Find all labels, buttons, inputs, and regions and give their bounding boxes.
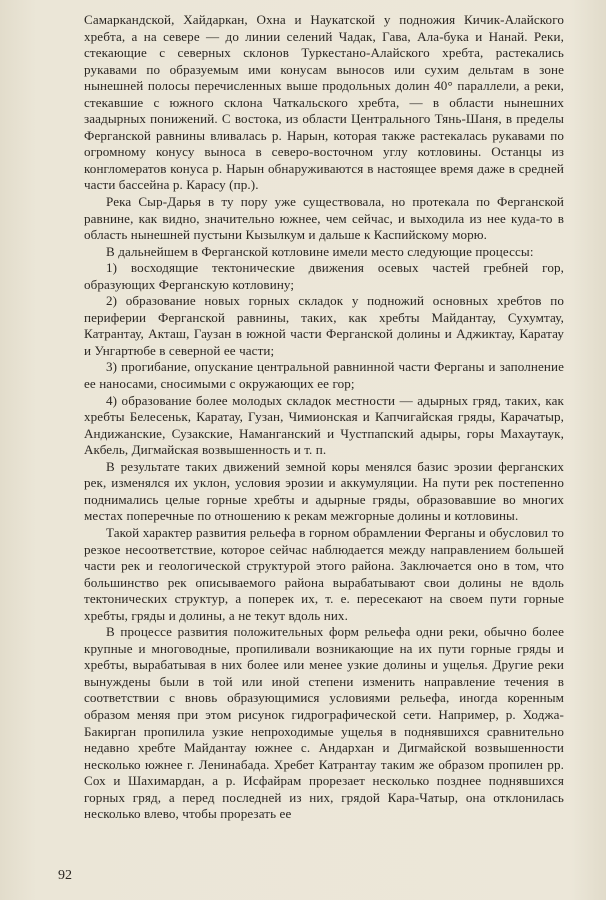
paragraph-1: Самаркандской, Хайдаркан, Охна и Наукатской у подножия Кичик-Алайского хребта, а на севере — до линии селений Чадак, Гава, Ала-букa и Нанай. Реки, стекающие с северных склонов Туркестано-Алайского хребта, растекались рукавами по образуемым ими конусам выносов или сухим дельтам в зоне нынешней полосы перечисленных выше продольных долин 40° параллели, а реки, стекавшие с южного склона Чаткальского хребта, — в области нынешних заадырных понижений. С востока, из области Центрального Тянь-Шаня, в пределы Ферганской равнины вливалась р. Нарын, которая также растекалась рукавами по огромному конусу выноса в северо-восточном углу котловины. Останцы из конгломератов конуса р. Нарын обнаруживаются в настоящее время даже в средней части бассейна р. Карасу (пр.). (84, 12, 564, 193)
paragraph-2: Река Сыр-Дарья в ту пору уже существовала, но протекала по Ферганской равнине, как видно, значительно южнее, чем сейчас, и выходила из нее куда-то в область нынешней пустыни Кызылкум и дальше к Каспийскому морю. (84, 194, 564, 243)
paragraph-4: 1) восходящие тектонические движения осевых частей гребней гор, образующих Ферганскую котловину; (84, 260, 564, 292)
page-number: 92 (58, 868, 72, 883)
paragraph-10: В процессе развития положительных форм рельефа одни реки, обычно более крупные и многоводные, пропиливали возникающие на их пути горные гряды и хребты, вырабатывая в них более или менее узкие долины и ущелья. Другие реки вынуждены были в той или иной степени изменить направление течения в соответствии с вновь образующимися условиями рельефа, иногда коренным образом меняя при этом рисунок гидрографической сети. Например, р. Ходжа-Бакирган пропилила узкие непроходимые ущелья в поднявшихся сравнительно недавно хребте Майдантау южнее с. Андархан и Дигмайской возвышенности несколько южнее г. Ленинабада. Хребет Катрантау таким же образом пропилен рр. Сох и Шахимардан, а р. Исфайрам прорезает несколько позднее поднявшихся горных гряд, а перед последней из них, грядой Кара-Чатыр, она отклонилась несколько влево, чтобы прорезать ее (84, 624, 564, 822)
body-text (84, 12, 564, 823)
paragraph-6: 3) прогибание, опускание центральной равнинной части Ферганы и заполнение ее наносами, сносимыми с окружающих ее гор; (84, 359, 564, 392)
paragraph-3: В дальнейшем в Ферганской котловине имели место следующие процессы: (106, 243, 534, 259)
paragraph-8: В результате таких движений земной коры менялся базис эрозии ферганских рек, изменялся их уклон, условия эрозии и аккумуляции. На пути рек постепенно поднимались целые горные хребты и адырные гряды, образовавшие во многих местах поперечные по отношению к рекам межгорные долины и котловины. (84, 458, 564, 524)
paragraph-9: Такой характер развития рельефа в горном обрамлении Ферганы и обусловил то резкое несоответствие, которое сейчас наблюдается между направлением большей части рек и геологической структурой этого района. Заключается оно в том, что большинство рек описываемого района вырабатывают свои долины не вдоль тектонических структур, а поперек их, т. е. пересекают на своем пути горные хребты, гряды и долины, а не текут вдоль них. (84, 524, 564, 623)
paragraph-7: 4) образование более молодых складок местности — адырных гряд, таких, как хребты Белесеньк, Каратау, Гузан, Чимионская и Капчигайская гряды, Карачатыр, Андижанские, Сузакские, Наманганский и Чустпапский адыры, горы Махаутаук, Акбель, Дигмайская возвышенность и т. п. (84, 392, 564, 458)
paragraph-5: 2) образование новых горных складок у подножий основных хребтов по периферии Ферганской равнины, таких, как хребты Майдантау, Сухумтау, Катрантау, Акташ, Гаузан в южной части Ферганской долины и Аджиктау, Каратау и Унгартюбе в северной ее части; (84, 293, 564, 358)
